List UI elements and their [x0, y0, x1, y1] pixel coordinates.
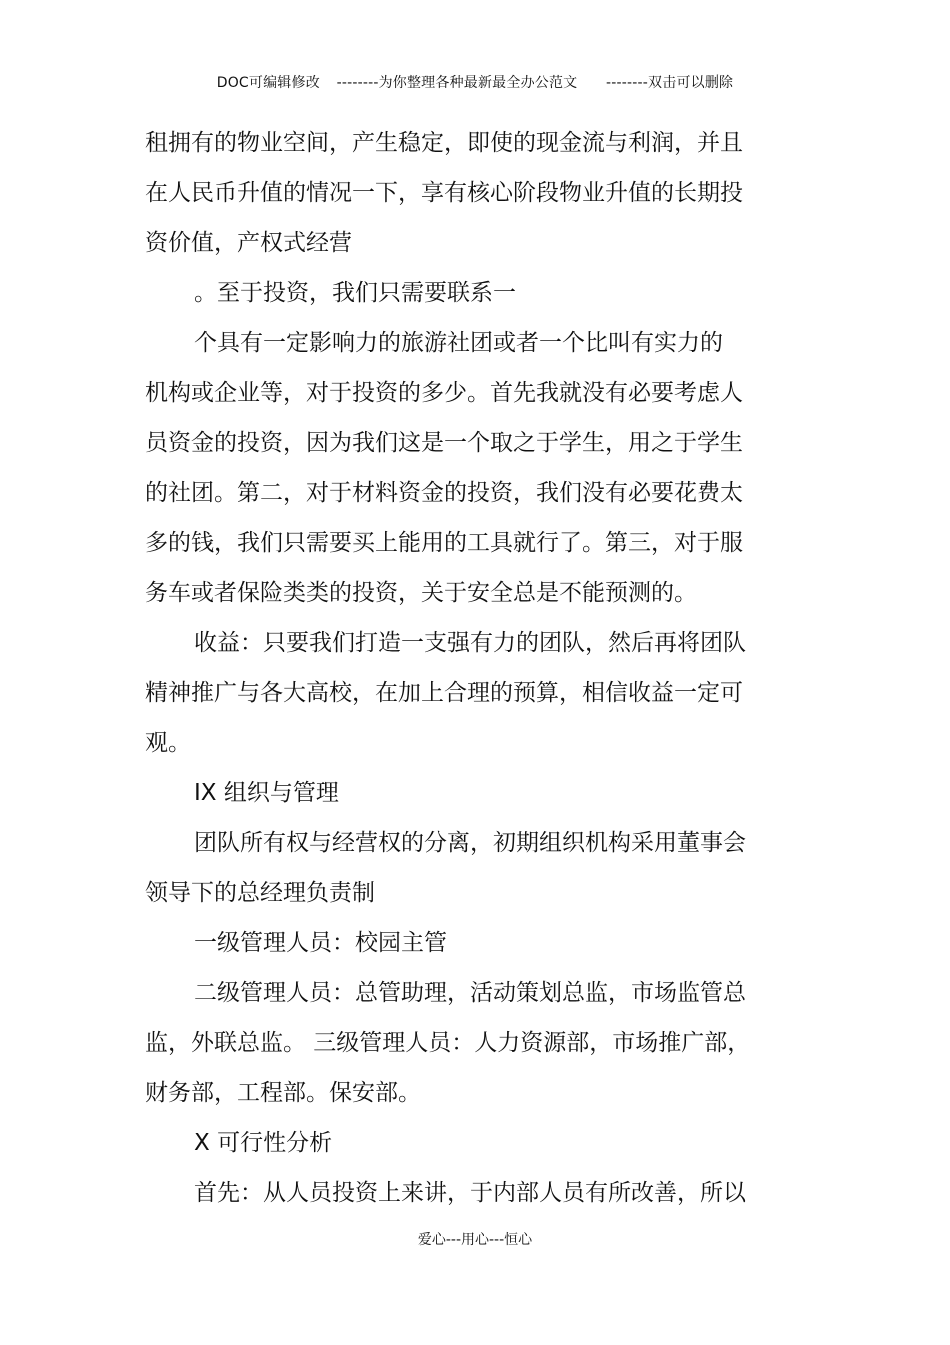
- body-line-19: 监，外联总监。 三级管理人员：人力资源部，市场推广部，: [145, 1030, 751, 1056]
- body-line-12: 精神推广与各大高校，在加上合理的预算，相信收益一定可: [145, 680, 743, 706]
- body-line-17: 一级管理人员：校园主管: [194, 930, 447, 956]
- document-body: [145, 118, 765, 1218]
- page-footer: 爱心---用心---恒心: [417, 1232, 533, 1248]
- header-delete-hint: --------双击可以删除: [606, 75, 734, 91]
- body-line-6: 机构或企业等，对于投资的多少。首先我就没有必要考虑人: [145, 380, 743, 406]
- section-heading-ix: IX 组织与管理: [194, 780, 339, 806]
- body-line-13: 观。: [145, 730, 191, 756]
- body-line-22: 首先：从人员投资上来讲，于内部人员有所改善，所以: [194, 1180, 746, 1206]
- body-line-10: 务车或者保险类类的投资，关于安全总是不能预测的。: [145, 580, 697, 606]
- body-line-1: 租拥有的物业空间，产生稳定，即使的现金流与利润，并且: [145, 130, 743, 156]
- page-header: [0, 72, 950, 92]
- body-line-7: 员资金的投资，因为我们这是一个取之于学生，用之于学生: [145, 430, 743, 456]
- body-line-18: 二级管理人员：总管助理，活动策划总监，市场监管总: [194, 980, 746, 1006]
- body-line-9: 多的钱，我们只需要买上能用的工具就行了。第三，对于服: [145, 530, 743, 556]
- body-line-15: 团队所有权与经营权的分离，初期组织机构采用董事会: [194, 830, 746, 856]
- body-line-2: 在人民币升值的情况一下，享有核心阶段物业升值的长期投: [145, 180, 743, 206]
- header-note: --------为你整理各种最新最全办公范文: [336, 75, 578, 91]
- body-line-3: 资价值，产权式经营: [145, 230, 352, 256]
- body-line-11: 收益：只要我们打造一支强有力的团队，然后再将团队: [194, 630, 746, 656]
- body-line-4: 。至于投资，我们只需要联系一: [194, 280, 516, 306]
- body-line-8: 的社团。第二，对于材料资金的投资，我们没有必要花费太: [145, 480, 743, 506]
- header-doc-label: DOC可编辑修改: [216, 75, 320, 91]
- body-line-5: 个具有一定影响力的旅游社团或者一个比叫有实力的: [194, 330, 723, 356]
- section-heading-x: X 可行性分析: [194, 1130, 333, 1156]
- body-line-16: 领导下的总经理负责制: [145, 880, 375, 906]
- body-line-20: 财务部，工程部。保安部。: [145, 1080, 421, 1106]
